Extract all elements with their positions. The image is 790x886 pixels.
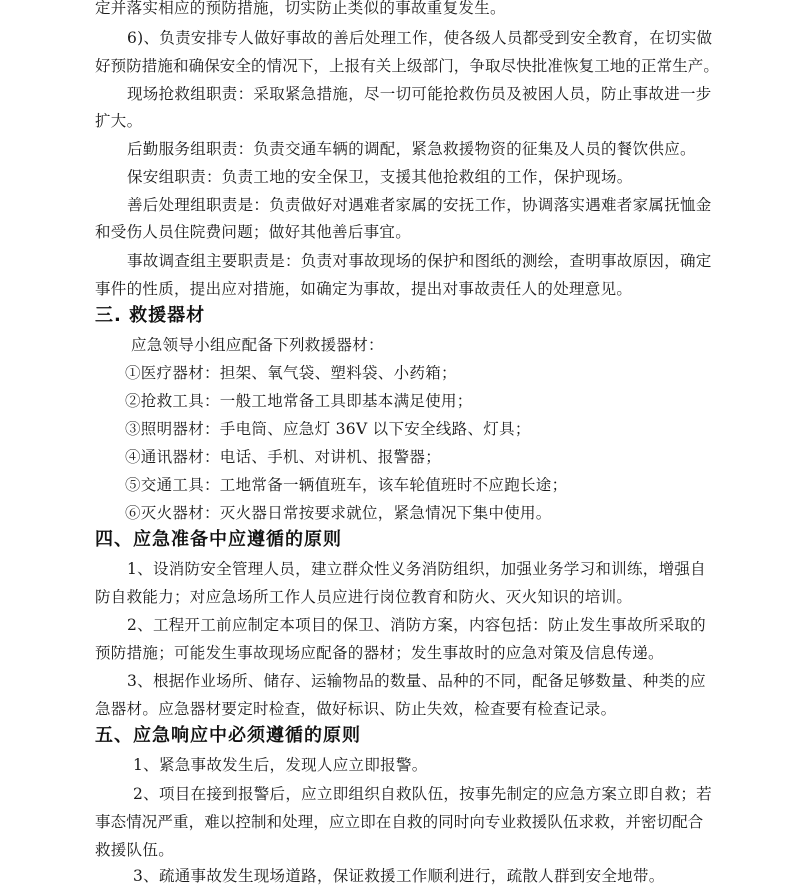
- body-line: 急器材。应急器材要定时检查，做好标识、防止失效，检查要有检查记录。: [95, 700, 617, 718]
- body-line: 应急领导小组应配备下列救援器材：: [131, 336, 384, 354]
- body-line: 2、工程开工前应制定本项目的保卫、消防方案，内容包括：防止发生事故所采取的: [127, 616, 706, 634]
- body-line: 现场抢救组职责：采取紧急措施，尽一切可能抢救伤员及被困人员，防止事故进一步: [127, 85, 712, 103]
- body-line: 保安组职责：负责工地的安全保卫，支援其他抢救组的工作，保护现场。: [127, 168, 633, 186]
- body-line: 善后处理组职责是：负责做好对遇难者家属的安抚工作，协调落实遇难者家属抚恤金: [127, 196, 712, 214]
- body-line: 1、设消防安全管理人员，建立群众性义务消防组织，加强业务学习和训练，增强自: [127, 560, 706, 578]
- list-item: ④通讯器材：电话、手机、对讲机、报警器；: [125, 448, 442, 466]
- body-line: 3、根据作业场所、储存、运输物品的数量、品种的不同，配备足够数量、种类的应: [127, 672, 706, 690]
- body-line: 防自救能力；对应急场所工作人员应进行岗位教育和防火、灭火知识的培训。: [95, 588, 633, 606]
- body-line: 预防措施；可能发生事故现场应配备的器材；发生事故时的应急对策及信息传递。: [95, 644, 664, 662]
- list-item: ③照明器材：手电筒、应急灯 36V 以下安全线路、灯具；: [125, 420, 531, 438]
- section-heading: 四、应急准备中应遵循的原则: [95, 529, 342, 550]
- body-line: 3、疏通事故发生现场道路，保证救援工作顺利进行，疏散人群到安全地带。: [133, 867, 665, 885]
- body-line: 和受伤人员住院费问题；做好其他善后事宜。: [95, 223, 412, 241]
- body-line: 好预防措施和确保安全的情况下，上报有关上级部门，争取尽快批准恢复工地的正常生产。: [95, 57, 720, 75]
- body-line: 6)、负责安排专人做好事故的善后处理工作，使各级人员都受到安全教育，在切实做: [127, 29, 713, 47]
- section-heading: 三. 救援器材: [95, 305, 206, 326]
- list-item: ①医疗器材：担架、氧气袋、塑料袋、小药箱；: [125, 364, 457, 382]
- body-line: 救援队伍。: [95, 841, 175, 859]
- list-item: ⑥灭火器材：灭火器日常按要求就位，紧急情况下集中使用。: [125, 504, 552, 522]
- body-line: 2、项目在接到报警后，应立即组织自救队伍，按事先制定的应急方案立即自救；若: [133, 785, 712, 803]
- section-heading: 五、应急响应中必须遵循的原则: [95, 725, 361, 746]
- body-line: 1、紧急事故发生后，发现人应立即报警。: [133, 756, 428, 774]
- body-line: 后勤服务组职责：负责交通车辆的调配，紧急救援物资的征集及人员的餐饮供应。: [127, 140, 696, 158]
- body-line: 事态情况严重，难以控制和处理，应立即在自救的同时向专业救援队伍求救，并密切配合: [95, 813, 704, 831]
- body-line: 事件的性质，提出应对措施，如确定为事故，提出对事故责任人的处理意见。: [95, 280, 633, 298]
- body-line: 定并落实相应的预防措施，切实防止类似的事故重复发生。: [95, 0, 506, 17]
- list-item: ⑤交通工具：工地常备一辆值班车，该车轮值班时不应跑长途；: [125, 476, 568, 494]
- body-line: 扩大。: [95, 112, 143, 130]
- list-item: ②抢救工具：一般工地常备工具即基本满足使用；: [125, 392, 473, 410]
- body-line: 事故调查组主要职责是：负责对事故现场的保护和图纸的测绘，查明事故原因，确定: [127, 252, 712, 270]
